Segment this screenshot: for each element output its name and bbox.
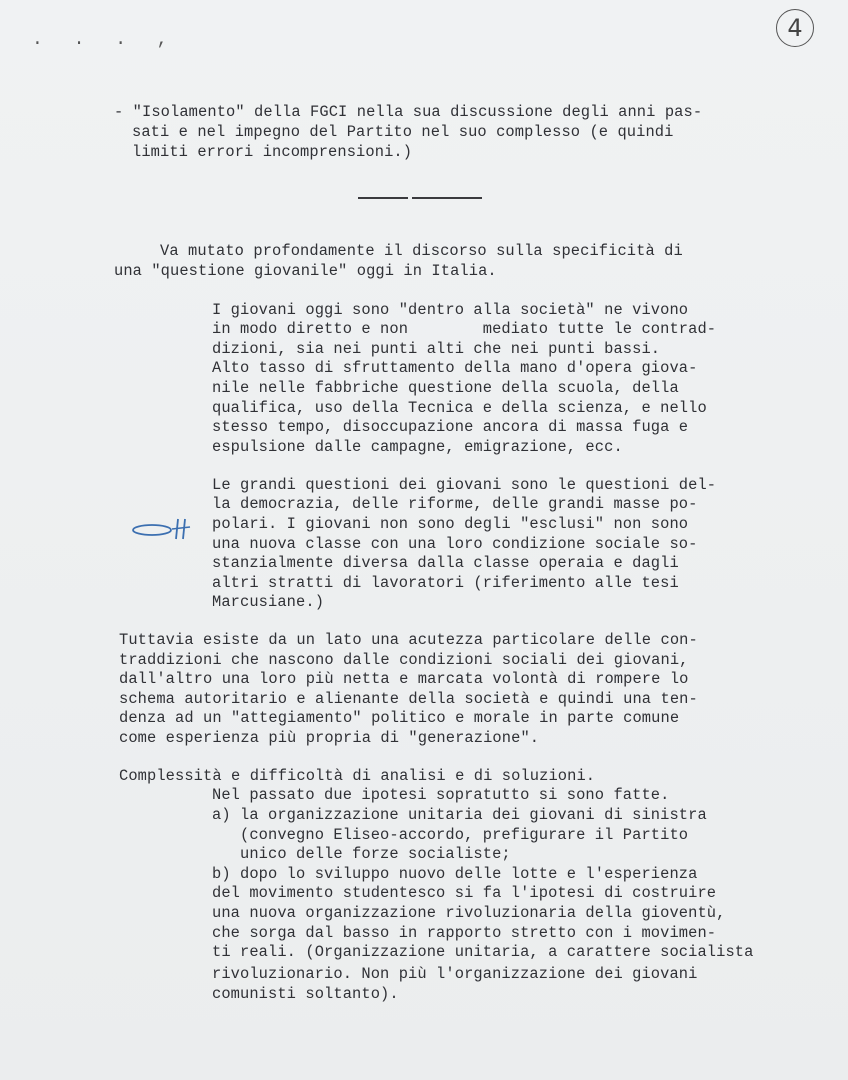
page-number: 4 (776, 9, 814, 47)
text-line: a) la organizzazione unitaria dei giovani di sinistra (212, 806, 707, 824)
text-line: altri stratti di lavoratori (riferimento alle tesi (212, 574, 679, 592)
text-line: del movimento studentesco si fa l'ipotesi di costruire (212, 884, 717, 902)
text-line: denza ad un "attegiamento" politico e morale in parte comune (119, 709, 680, 727)
text-line: Va mutato profondamente il discorso sulla specificità di (160, 242, 683, 260)
text-line: nile nelle fabbriche questione della scuola, della (212, 379, 679, 397)
text-line: come esperienza più propria di "generazione". (119, 729, 540, 747)
text-line: che sorga dal basso in rapporto stretto con i movimen- (212, 924, 717, 942)
text-line: (convegno Eliseo-accordo, prefigurare il Partito (212, 826, 689, 844)
text-line: sati e nel impegno del Partito nel suo complesso (e quindi (132, 123, 674, 141)
text-line: polari. I giovani non sono degli "esclusi" non sono (212, 515, 689, 533)
text-line: rivoluzionario. Non più l'organizzazione dei giovani (212, 965, 698, 983)
text-line: traddizioni che nascono dalle condizioni sociali dei giovani, (119, 651, 689, 669)
text-line: stesso tempo, disoccupazione ancora di massa fuga e (212, 418, 689, 436)
text-line: una nuova organizzazione rivoluzionaria della gioventù, (212, 904, 726, 922)
text-line: dall'altro una loro più netta e marcata volontà di rompere lo (119, 670, 689, 688)
text-line: Tuttavia esiste da un lato una acutezza particolare delle con- (119, 631, 698, 649)
text-line: una nuova classe con una loro condizione sociale so- (212, 535, 698, 553)
text-line: la democrazia, delle riforme, delle grandi masse po- (212, 495, 698, 513)
text-line: Le grandi questioni dei giovani sono le questioni del- (212, 476, 717, 494)
text-line: ti reali. (Organizzazione unitaria, a carattere socialista (212, 943, 754, 961)
text-line: - "Isolamento" della FGCI nella sua discussione degli anni pas- (114, 103, 703, 121)
text-line: Complessità e difficoltà di analisi e di soluzioni. (119, 767, 596, 785)
separator-right (412, 197, 482, 199)
text-line: in modo diretto e non mediato tutte le contrad- (212, 320, 717, 338)
text-line: Nel passato due ipotesi sopratutto si sono fatte. (212, 786, 670, 804)
text-line: Marcusiane.) (212, 593, 325, 611)
text-line: limiti errori incomprensioni.) (132, 143, 413, 161)
text-line: qualifica, uso della Tecnica e della scienza, e nello (212, 399, 707, 417)
text-line: I giovani oggi sono "dentro alla società" ne vivono (212, 301, 689, 319)
corner-marks: . . . , (32, 30, 178, 50)
margin-annotation-icon (128, 513, 208, 545)
text-line: schema autoritario e alienante della società e quindi una ten- (119, 690, 698, 708)
text-line: dizioni, sia nei punti alti che nei punti bassi. (212, 340, 661, 358)
text-line: espulsione dalle campagne, emigrazione, ecc. (212, 438, 623, 456)
separator-left (358, 197, 408, 199)
text-line: unico delle forze socialiste; (212, 845, 511, 863)
text-line: una "questione giovanile" oggi in Italia. (114, 262, 497, 280)
text-line: b) dopo lo sviluppo nuovo delle lotte e l'esperienza (212, 865, 698, 883)
text-line: comunisti soltanto). (212, 985, 399, 1003)
text-line: stanzialmente diversa dalla classe operaia e dagli (212, 554, 679, 572)
text-line: Alto tasso di sfruttamento della mano d'opera giova- (212, 359, 698, 377)
